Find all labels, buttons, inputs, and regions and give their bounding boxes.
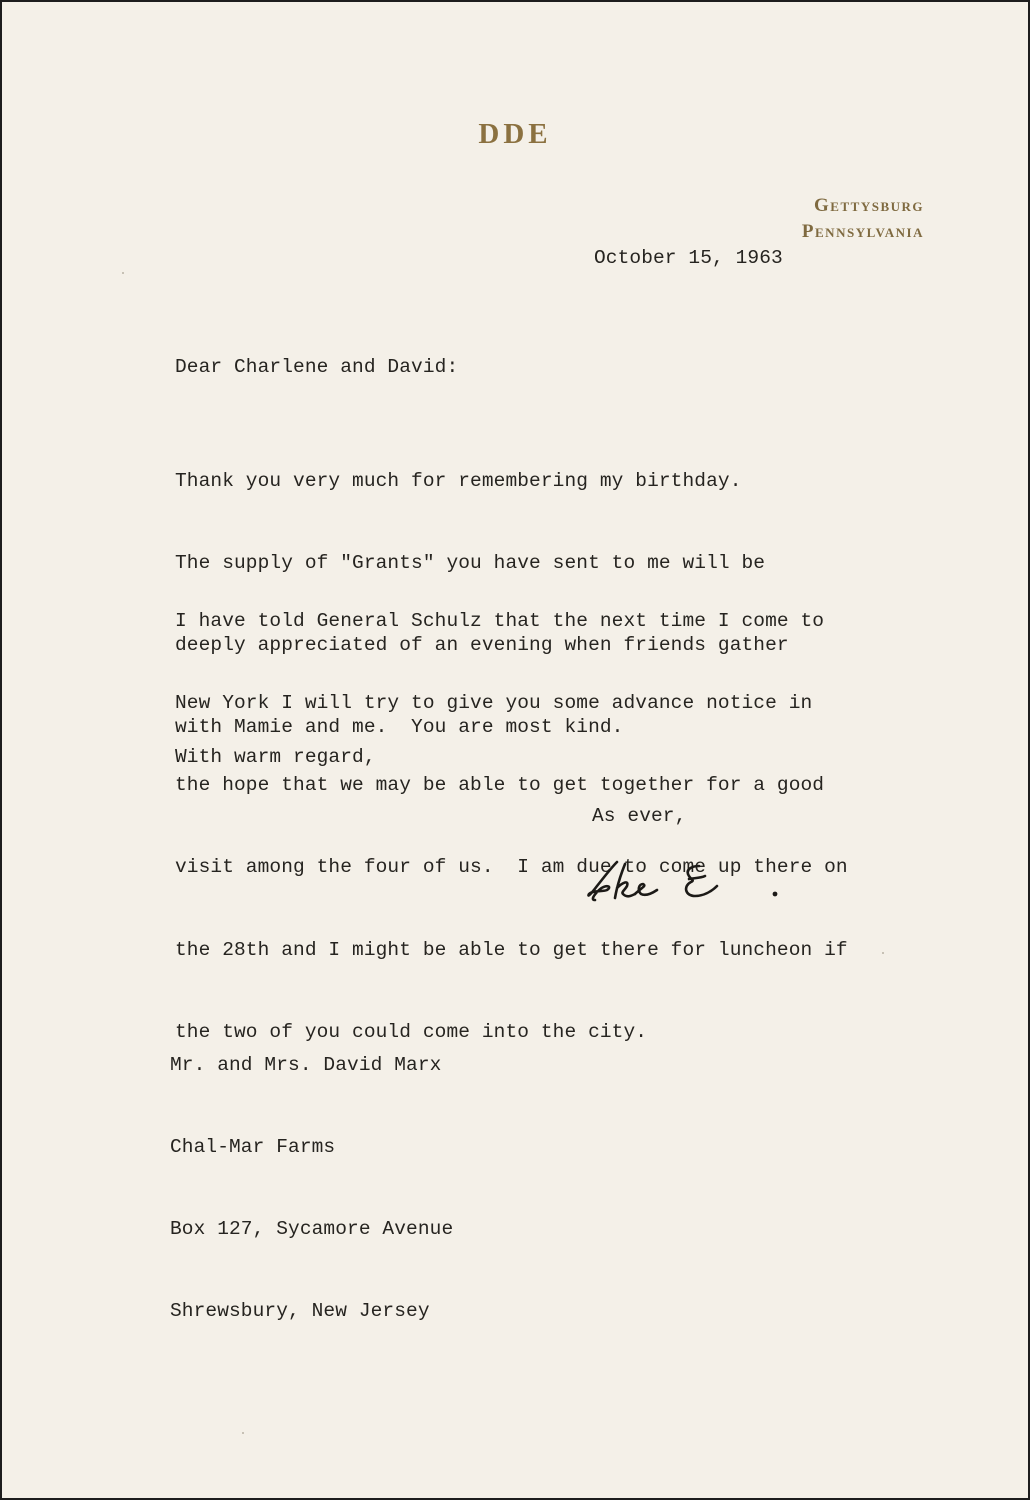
recipient-address: [170, 997, 453, 1381]
letterhead-state: Pennsylvania: [801, 221, 924, 242]
letterhead-city: Gettysburg: [814, 195, 924, 216]
closing-as-ever: As ever,: [592, 805, 687, 827]
letterhead-monogram: DDE: [478, 118, 552, 150]
paragraph-2-line: visit among the four of us. I am due to come up there on: [175, 856, 848, 879]
paragraph-1-line: The supply of "Grants" you have sent to me will be: [175, 552, 766, 575]
paragraph-2-line: the 28th and I might be able to get there for luncheon if: [175, 938, 848, 961]
address-line: Mr. and Mrs. David Marx: [170, 1053, 442, 1076]
paragraph-2-line: I have told General Schulz that the next time I come to: [175, 609, 825, 632]
paragraph-1-line: Thank you very much for remembering my birthday.: [175, 469, 742, 492]
address-line: Box 127, Sycamore Avenue: [170, 1218, 454, 1241]
closing-regard: With warm regard,: [175, 746, 376, 768]
paragraph-2-line: New York I will try to give you some advance notice in: [175, 692, 813, 715]
paragraph-2-line: the hope that we may be able to get together for a good: [175, 774, 825, 797]
paragraph-2-line: the two of you could come into the city.: [175, 1020, 648, 1043]
paragraph-1-line: with Mamie and me. You are most kind.: [175, 716, 624, 739]
paper-fleck: [242, 1432, 244, 1434]
letter-date: October 15, 1963: [594, 247, 783, 269]
address-line: Chal-Mar Farms: [170, 1136, 336, 1159]
paragraph-1-line: deeply appreciated of an evening when friends gather: [175, 634, 789, 657]
paper-fleck: [882, 952, 884, 954]
letter-sheet: [2, 2, 1028, 1498]
salutation: Dear Charlene and David:: [175, 356, 459, 378]
paper-fleck: [122, 272, 124, 274]
address-line: Shrewsbury, New Jersey: [170, 1300, 430, 1323]
handwritten-signature: [577, 854, 797, 914]
